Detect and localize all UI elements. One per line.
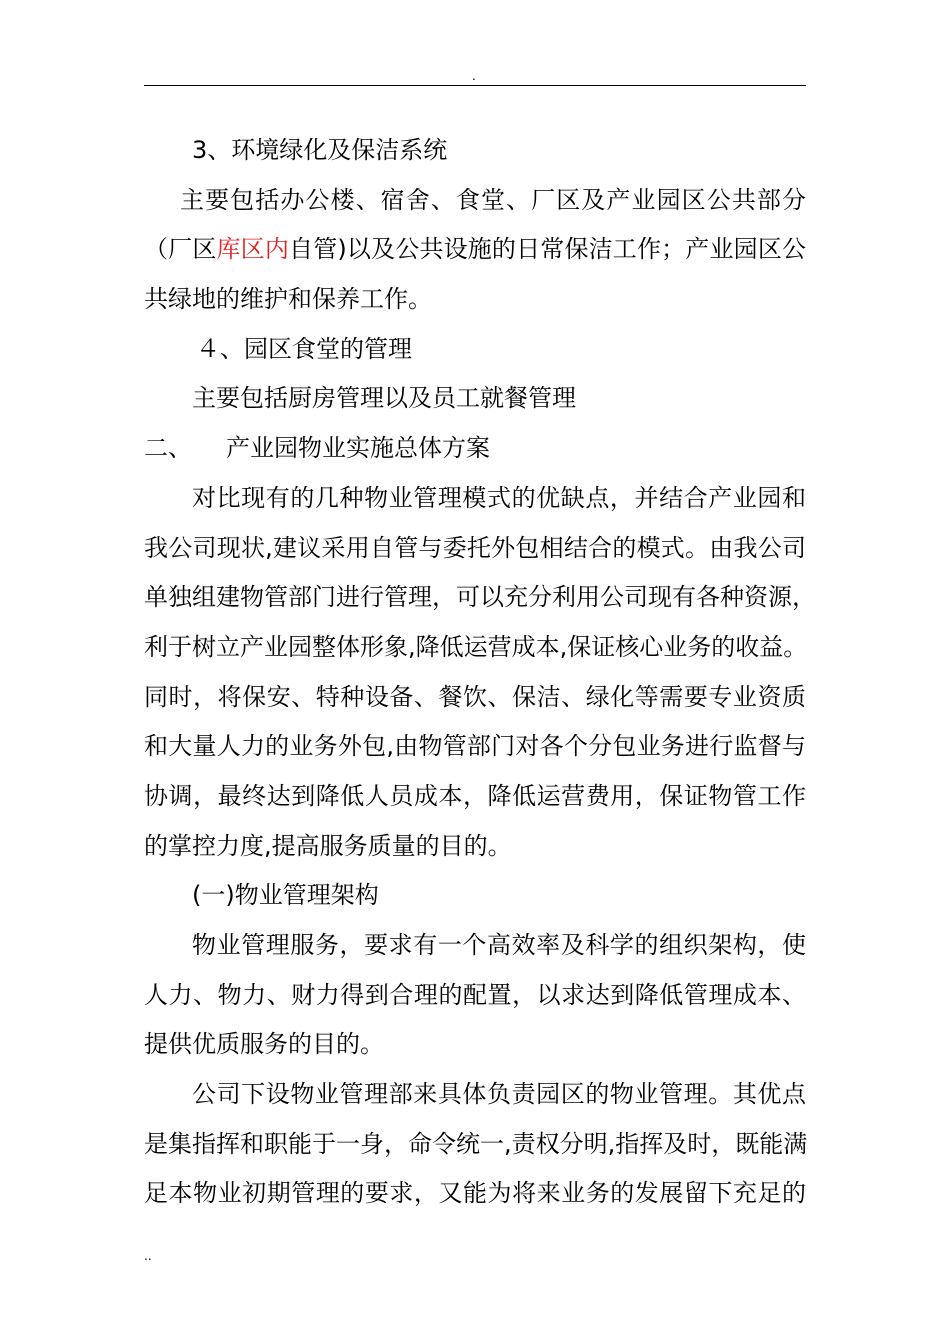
paragraph-line: 利于树立产业园整体形象,降低运营成本,保证核心业务的收益。 bbox=[144, 632, 808, 661]
section-heading-4: ４、园区食堂的管理 bbox=[196, 334, 412, 363]
paragraph-line: 和大量人力的业务外包,由物管部门对各个分包业务进行监督与 bbox=[144, 732, 806, 761]
paragraph-line: 主要包括厨房管理以及员工就餐管理 bbox=[192, 384, 576, 413]
chapter-number: 二、 bbox=[144, 434, 192, 463]
paragraph-line: 物业管理服务，要求有一个高效率及科学的组织架构，使 bbox=[192, 931, 806, 959]
paragraph-line: 足本物业初期管理的要求，又能为将来业务的发展留下充足的 bbox=[144, 1179, 806, 1208]
paragraph-line: 共绿地的维护和保养工作。 bbox=[144, 285, 432, 314]
section-heading-3: 3、环境绿化及保洁系统 bbox=[192, 136, 448, 164]
paragraph-line bbox=[144, 225, 806, 275]
header-rule bbox=[144, 85, 806, 86]
chapter-title: 产业园物业实施总体方案 bbox=[226, 434, 490, 463]
chapter-heading bbox=[144, 424, 806, 474]
text-span: 自管)以及公共设施的日常保洁工作；产业园区公 bbox=[289, 235, 806, 264]
paragraph-line: 人力、物力、财力得到合理的配置，以求达到降低管理成本、 bbox=[144, 980, 806, 1009]
paragraph-line: 同时，将保安、特种设备、餐饮、保洁、绿化等需要专业资质 bbox=[144, 682, 806, 711]
paragraph-line: 对比现有的几种物业管理模式的优缺点，并结合产业园和 bbox=[192, 483, 806, 512]
paragraph-line: 公司下设物业管理部来具体负责园区的物业管理。其优点 bbox=[192, 1080, 806, 1109]
paragraph-line: 主要包括办公楼、宿舍、食堂、厂区及产业园区公共部分 bbox=[180, 185, 806, 214]
paragraph-line: 是集指挥和职能于一身，命令统一,责权分明,指挥及时，既能满 bbox=[144, 1129, 808, 1158]
text-span: （厂区 bbox=[144, 235, 217, 264]
paragraph-line: 单独组建物管部门进行管理，可以充分利用公司现有各种资源， bbox=[144, 583, 816, 612]
header-mark: . bbox=[472, 69, 476, 83]
subsection-heading: (一)物业管理架构 bbox=[192, 881, 379, 910]
highlighted-text: 库区内 bbox=[216, 235, 290, 264]
footer-mark: .. bbox=[144, 1249, 152, 1263]
paragraph-line: 协调，最终达到降低人员成本，降低运营费用，保证物管工作 bbox=[144, 781, 806, 810]
paragraph-line: 提供优质服务的目的。 bbox=[144, 1030, 384, 1059]
paragraph-line: 的掌控力度,提高服务质量的目的。 bbox=[144, 831, 512, 860]
paragraph-line: 我公司现状,建议采用自管与委托外包相结合的模式。由我公司 bbox=[144, 533, 806, 562]
document-body bbox=[144, 126, 816, 1219]
